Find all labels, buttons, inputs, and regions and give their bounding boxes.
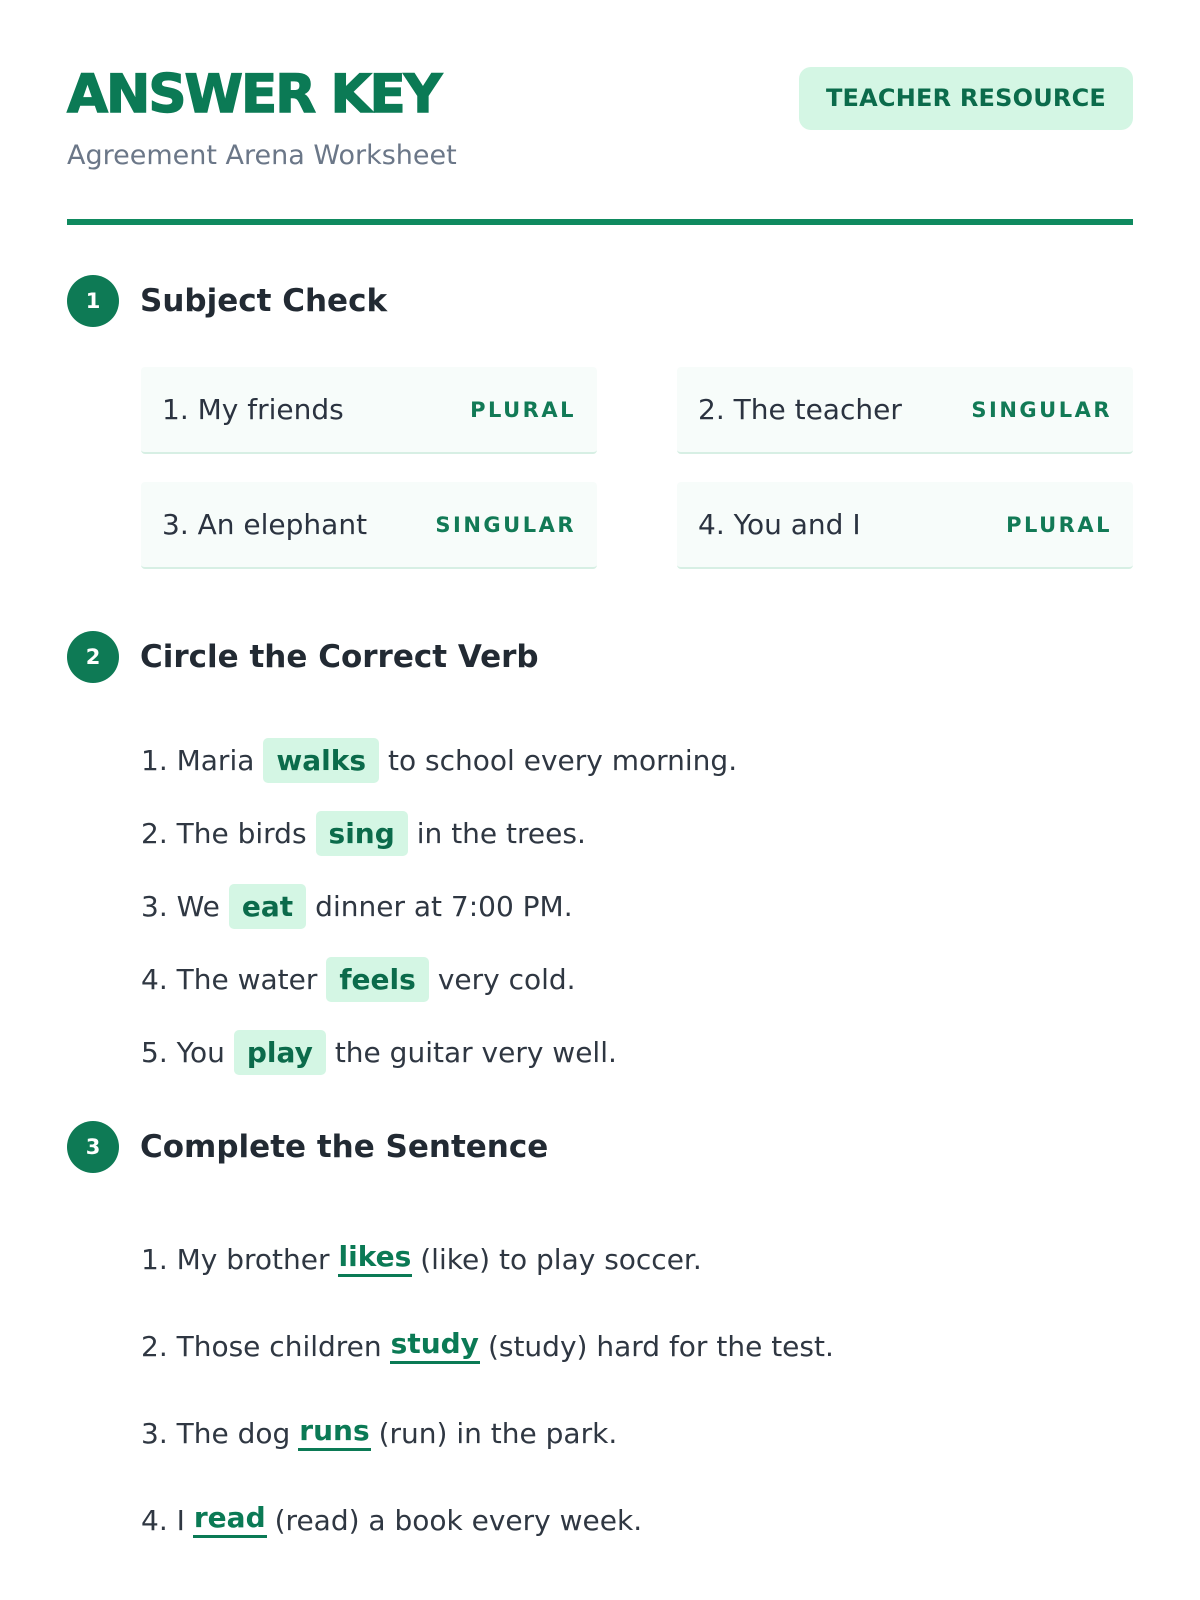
- teacher-resource-badge: TEACHER RESOURCE: [799, 67, 1133, 130]
- sentence-start: 2. The birds: [141, 817, 307, 850]
- verb-item: [141, 1016, 737, 1089]
- sentence-item: [141, 1390, 834, 1477]
- section-title: Complete the Sentence: [140, 1129, 549, 1165]
- filled-answer: runs: [298, 1416, 370, 1451]
- subject-text: 1. My friends: [162, 393, 344, 426]
- sentence-end: (read) a book every week.: [274, 1504, 643, 1537]
- subject-text: 3. An elephant: [162, 508, 368, 541]
- sentence-item: [141, 1216, 834, 1303]
- subject-card: [677, 367, 1133, 454]
- sentence-start: 3. We: [141, 890, 220, 923]
- verb-item: [141, 724, 737, 797]
- sentence-start: 2. Those children: [141, 1330, 382, 1363]
- section-title: Subject Check: [140, 283, 388, 319]
- subject-card: [141, 367, 597, 454]
- sentence-end: very cold.: [437, 963, 576, 996]
- sentence-start: 5. You: [141, 1036, 225, 1069]
- page-title: ANSWER KEY: [67, 64, 441, 125]
- verb-item: [141, 870, 737, 943]
- verb-list: [141, 724, 737, 1089]
- number-label: SINGULAR: [435, 512, 576, 537]
- sentence-end: the guitar very well.: [334, 1036, 617, 1069]
- correct-verb: play: [234, 1030, 326, 1075]
- sentence-end: (run) in the park.: [378, 1417, 618, 1450]
- filled-answer: study: [390, 1329, 480, 1364]
- sentence-item: [141, 1477, 834, 1564]
- header-divider: [67, 219, 1133, 225]
- correct-verb: walks: [263, 738, 379, 783]
- verb-item: [141, 943, 737, 1016]
- sentence-end: (study) hard for the test.: [487, 1330, 834, 1363]
- sentence-start: 1. Maria: [141, 744, 255, 777]
- sentence-end: in the trees.: [416, 817, 586, 850]
- sentence-start: 4. I: [141, 1504, 185, 1537]
- correct-verb: eat: [229, 884, 306, 929]
- subject-check-grid: [141, 367, 1133, 569]
- sentence-end: (like) to play soccer.: [420, 1243, 702, 1276]
- section-2-header: [67, 631, 539, 683]
- sentence-start: 1. My brother: [141, 1243, 330, 1276]
- section-1-header: [67, 275, 387, 327]
- sentence-list: [141, 1216, 834, 1564]
- section-3-header: [67, 1121, 548, 1173]
- correct-verb: sing: [316, 811, 408, 856]
- correct-verb: feels: [326, 957, 428, 1002]
- section-number-badge: 1: [67, 275, 119, 327]
- filled-answer: likes: [338, 1242, 413, 1277]
- page-header: [67, 0, 1133, 225]
- number-label: PLURAL: [470, 397, 576, 422]
- subject-card: [141, 482, 597, 569]
- number-label: PLURAL: [1006, 512, 1112, 537]
- subject-card: [677, 482, 1133, 569]
- section-number-badge: 2: [67, 631, 119, 683]
- subject-text: 4. You and I: [698, 508, 861, 541]
- sentence-start: 4. The water: [141, 963, 318, 996]
- filled-answer: read: [193, 1503, 267, 1538]
- section-title: Circle the Correct Verb: [140, 639, 539, 675]
- section-number-badge: 3: [67, 1121, 119, 1173]
- subject-text: 2. The teacher: [698, 393, 902, 426]
- sentence-item: [141, 1303, 834, 1390]
- verb-item: [141, 797, 737, 870]
- sentence-end: to school every morning.: [388, 744, 738, 777]
- page-subtitle: Agreement Arena Worksheet: [67, 140, 457, 171]
- number-label: SINGULAR: [971, 397, 1112, 422]
- sentence-start: 3. The dog: [141, 1417, 291, 1450]
- sentence-end: dinner at 7:00 PM.: [315, 890, 573, 923]
